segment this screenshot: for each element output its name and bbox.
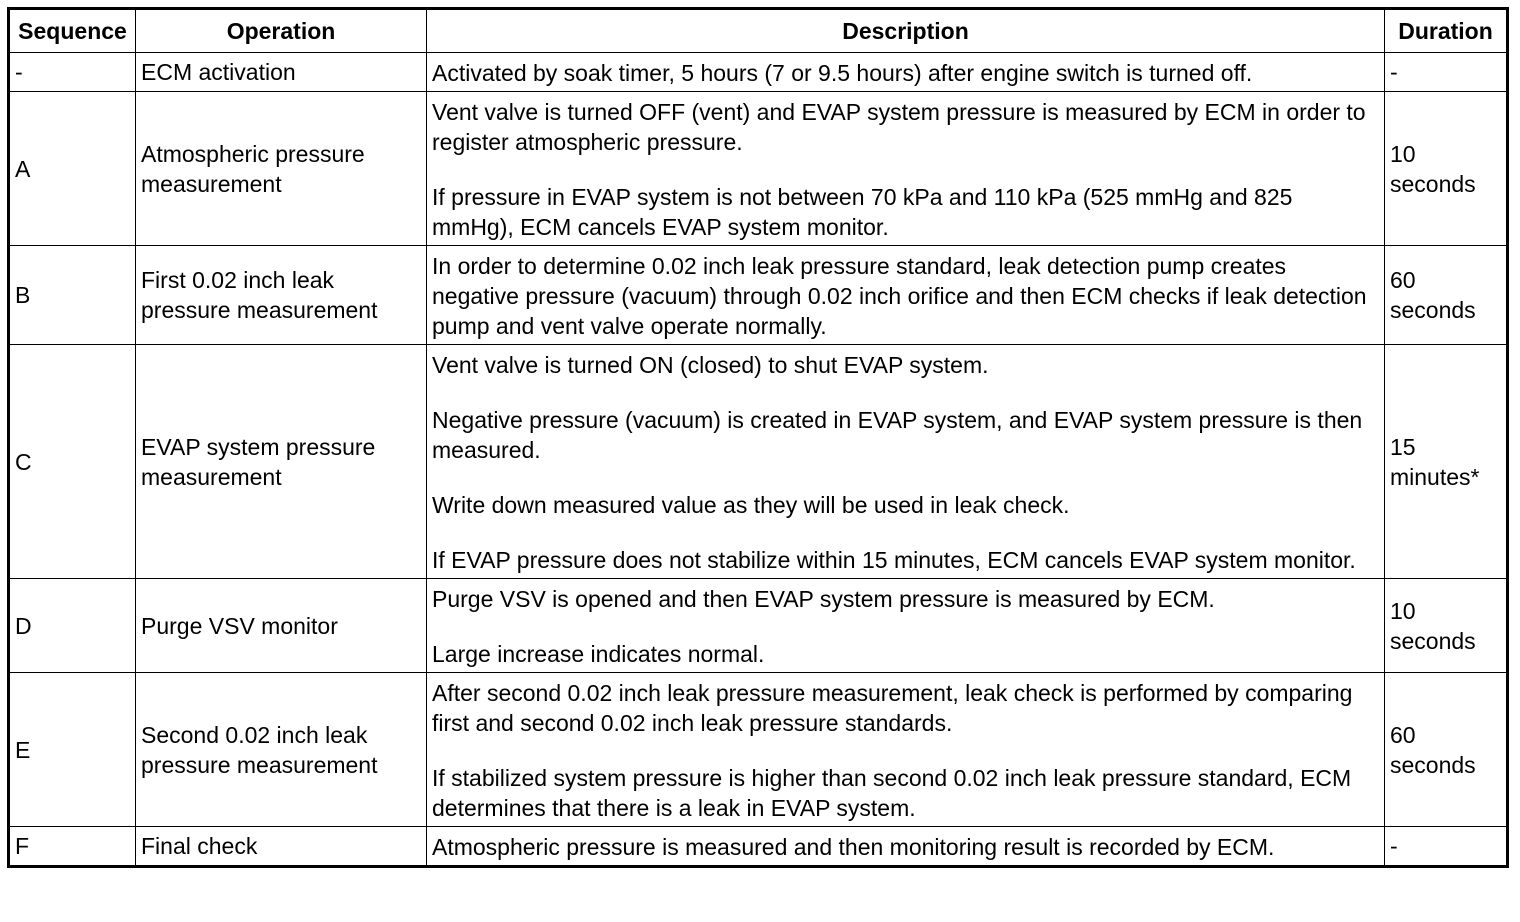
cell-description — [427, 827, 1385, 867]
header-sequence: Sequence — [9, 9, 136, 53]
cell-description — [427, 53, 1385, 92]
cell-operation: Final check — [136, 827, 427, 867]
cell-operation: Purge VSV monitor — [136, 579, 427, 673]
cell-sequence: C — [9, 345, 136, 579]
cell-operation: EVAP system pressure measurement — [136, 345, 427, 579]
cell-operation: ECM activation — [136, 53, 427, 92]
cell-duration: 10 seconds — [1385, 579, 1508, 673]
cell-duration: 60 seconds — [1385, 673, 1508, 827]
description-paragraph: After second 0.02 inch leak pressure measurement, leak check is performed by comparing first and second 0.02 inch leak pressure standards. — [432, 680, 1353, 736]
cell-duration: - — [1385, 53, 1508, 92]
table-row — [9, 246, 1508, 345]
cell-sequence: A — [9, 92, 136, 246]
table-header-row — [9, 9, 1508, 53]
cell-sequence: - — [9, 53, 136, 92]
header-description: Description — [427, 9, 1385, 53]
cell-duration: - — [1385, 827, 1508, 867]
cell-description — [427, 579, 1385, 673]
cell-sequence: F — [9, 827, 136, 867]
cell-description — [427, 92, 1385, 246]
cell-duration: 15 minutes* — [1385, 345, 1508, 579]
cell-sequence: D — [9, 579, 136, 673]
description-paragraph: If stabilized system pressure is higher than second 0.02 inch leak pressure standard, ECM determines that there is a leak in EVAP system. — [432, 765, 1352, 821]
description-paragraph: Large increase indicates normal. — [432, 641, 765, 667]
table-row — [9, 92, 1508, 246]
cell-operation: Second 0.02 inch leak pressure measurement — [136, 673, 427, 827]
table-row — [9, 53, 1508, 92]
table-row — [9, 827, 1508, 867]
description-paragraph: If EVAP pressure does not stabilize within 15 minutes, ECM cancels EVAP system monitor. — [432, 547, 1356, 573]
table-row — [9, 673, 1508, 827]
table-row — [9, 579, 1508, 673]
header-duration: Duration — [1385, 9, 1508, 53]
description-paragraph: Negative pressure (vacuum) is created in EVAP system, and EVAP system pressure is then measured. — [432, 407, 1363, 463]
header-operation: Operation — [136, 9, 427, 53]
description-paragraph: Activated by soak timer, 5 hours (7 or 9.5 hours) after engine switch is turned off. — [432, 60, 1253, 86]
description-paragraph: Vent valve is turned OFF (vent) and EVAP system pressure is measured by ECM in order to register atmospheric pressure. — [432, 99, 1366, 155]
cell-description — [427, 246, 1385, 345]
cell-duration: 60 seconds — [1385, 246, 1508, 345]
cell-duration: 10 seconds — [1385, 92, 1508, 246]
description-paragraph: Atmospheric pressure is measured and then monitoring result is recorded by ECM. — [432, 834, 1275, 860]
description-paragraph: Purge VSV is opened and then EVAP system pressure is measured by ECM. — [432, 586, 1215, 612]
cell-description — [427, 673, 1385, 827]
evap-monitor-sequence-table — [7, 7, 1509, 868]
description-paragraph: Vent valve is turned ON (closed) to shut EVAP system. — [432, 352, 989, 378]
description-paragraph: In order to determine 0.02 inch leak pressure standard, leak detection pump creates negative pressure (vacuum) through 0.02 inch orifice and then ECM checks if leak detection pump and vent valve operate normally. — [432, 253, 1367, 339]
cell-operation: First 0.02 inch leak pressure measurement — [136, 246, 427, 345]
cell-operation: Atmospheric pressure measurement — [136, 92, 427, 246]
cell-sequence: B — [9, 246, 136, 345]
cell-sequence: E — [9, 673, 136, 827]
cell-description — [427, 345, 1385, 579]
description-paragraph: If pressure in EVAP system is not between 70 kPa and 110 kPa (525 mmHg and 825 mmHg), ECM cancels EVAP system monitor. — [432, 184, 1293, 240]
table-row — [9, 345, 1508, 579]
description-paragraph: Write down measured value as they will be used in leak check. — [432, 492, 1070, 518]
